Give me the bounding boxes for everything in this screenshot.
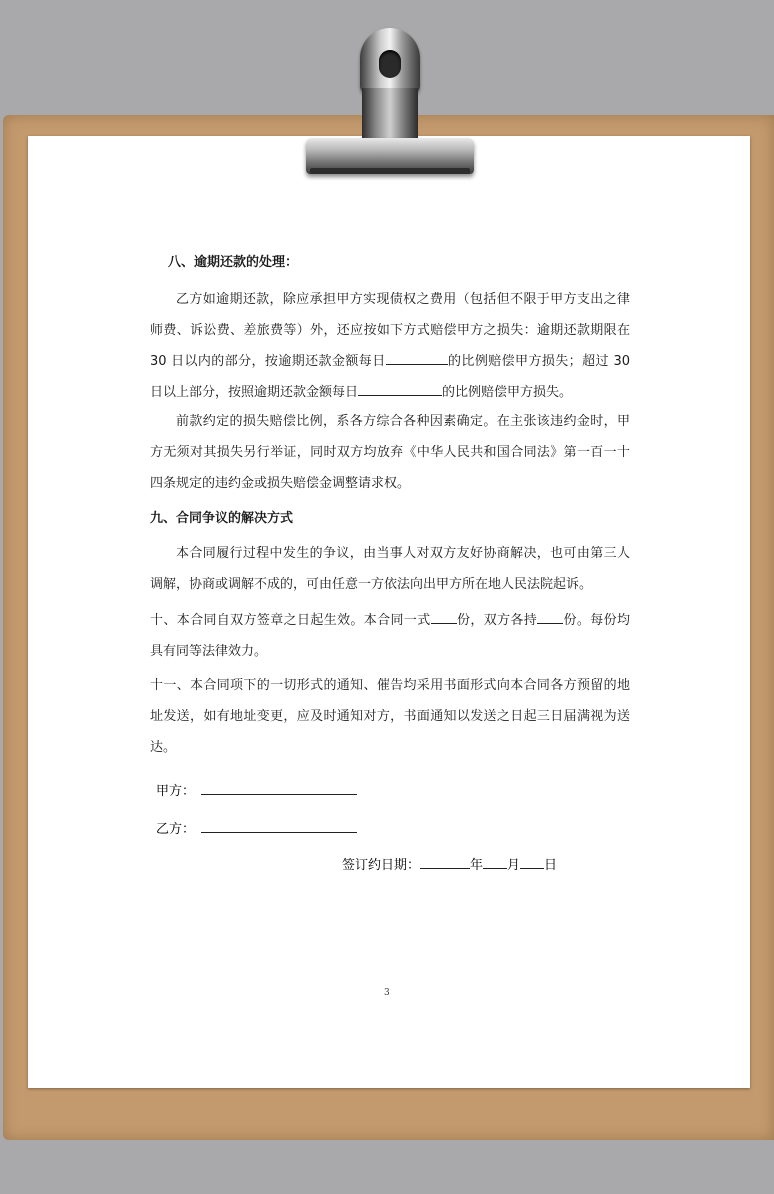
party-a-signature-line [201, 780, 357, 795]
party-b-signature-line [201, 818, 357, 833]
section-8-paragraph-1: 乙方如逾期还款，除应承担甲方实现债权之费用（包括但不限于甲方支出之律师费、诉讼费、差旅费等）外，还应按如下方式赔偿甲方之损失：逾期还款期限在 30 日以内的部分，按逾期还款金额每日 的比例赔偿甲方损失；超过 30 日以上部分，按照逾期还款金额每日 的比例赔偿甲方损失。 [150, 292, 630, 400]
party-a-signature: 甲方： [156, 780, 357, 802]
page-number: 3 [384, 988, 390, 998]
section-9-paragraph: 本合同履行过程中发生的争议，由当事人对双方友好协商解决，也可由第三人调解，协商或调解不成的，可由任意一方依法向出甲方所在地人民法院起诉。 [150, 546, 630, 592]
section-11-paragraph: 十一、本合同项下的一切形式的通知、催告均采用书面形式向本合同各方预留的地址发送，如有地址变更，应及时通知对方，书面通知以发送之日起三日届满视为送达。 [150, 678, 630, 755]
section-10-paragraph: 十、本合同自双方签章之日起生效。本合同一式 份，双方各持 份。每份均具有同等法律效力。 [150, 605, 630, 667]
party-b-signature: 乙方： [156, 818, 357, 840]
binder-clip-icon [300, 22, 480, 178]
section-8-heading: 八、逾期还款的处理： [168, 255, 299, 270]
month-blank [483, 854, 507, 869]
rate-blank-1 [386, 350, 448, 365]
section-9-heading: 九、合同争议的解决方式 [150, 511, 294, 526]
copies-each-blank [537, 609, 563, 624]
section-8-paragraph-2: 前款约定的损失赔偿比例，系各方综合各种因素确定。在主张该违约金时，甲方无须对其损失另行举证，同时双方均放弃《中华人民共和国合同法》第一百一十四条规定的违约金或损失赔偿金调整请求权。 [150, 414, 630, 491]
year-blank [420, 854, 470, 869]
day-blank [520, 854, 544, 869]
rate-blank-2 [358, 381, 442, 396]
copies-blank [431, 609, 457, 624]
signing-date: 签订约日期： 年 月 日 [342, 854, 557, 876]
